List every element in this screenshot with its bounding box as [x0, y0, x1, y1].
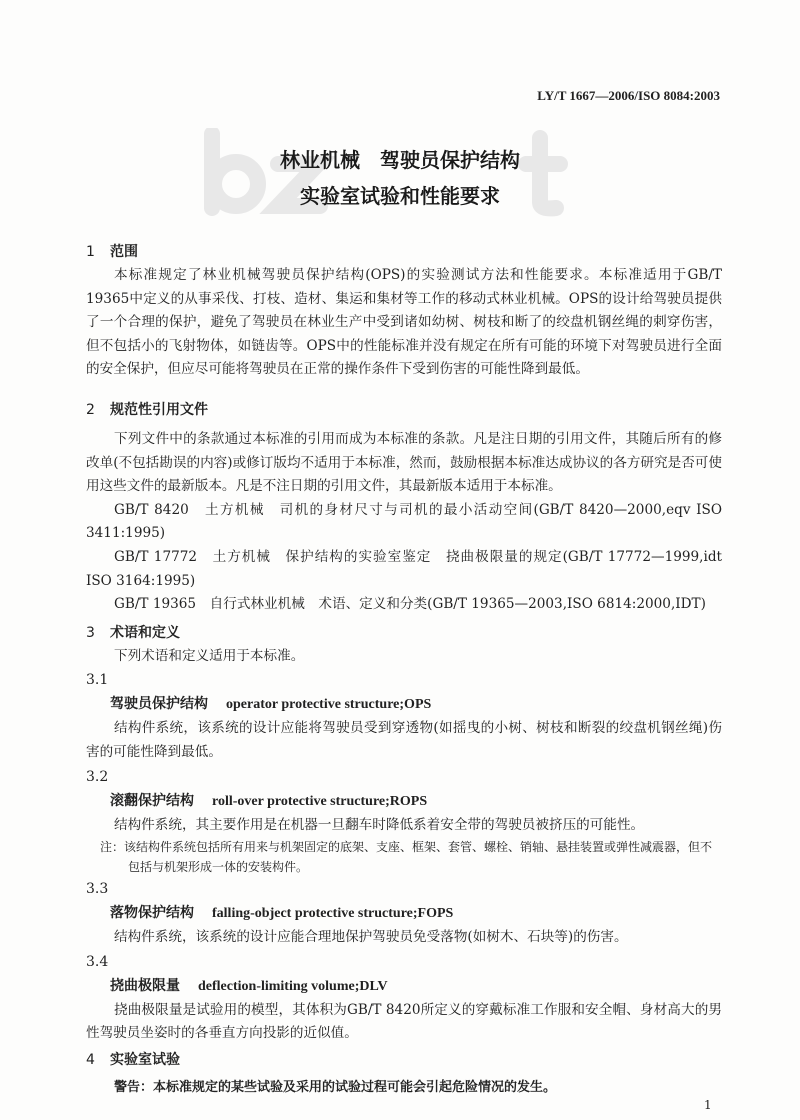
term-definition: 结构件系统，其主要作用是在机器一旦翻车时降低系着安全带的驾驶员被挤压的可能性。: [114, 816, 645, 833]
term-definition: 结构件系统，该系统的设计应能合理地保护驾驶员免受落物(如树木、石块等)的伤害。: [114, 929, 628, 946]
section-number: 3: [86, 624, 95, 641]
section-number: 4: [86, 1051, 95, 1068]
page-number: 1: [704, 1098, 712, 1112]
term-en: falling-object protective structure;FOPS: [212, 906, 454, 922]
term-note: 注：该结构件系统包括所有用来与机架固定的底架、支座、框架、套管、螺栓、销轴、悬挂装置或弹性减震器，但不包括与机架形成一体的安装构件。: [100, 840, 713, 875]
term-zh: 挠曲极限量: [110, 977, 180, 994]
term-number: 3.1: [86, 672, 109, 689]
term-definition: 挠曲极限量是试验用的模型，其体积为GB/T 8420所定义的穿戴标准工作服和安全帽、身材高大的男性驾驶员坐姿时的各垂直方向投影的近似值。: [86, 1001, 722, 1042]
term-heading: [86, 789, 722, 814]
section-3-intro: 下列术语和定义适用于本标准。: [114, 647, 305, 664]
term-en: operator protective structure;OPS: [226, 697, 432, 713]
section-title: 规范性引用文件: [110, 401, 208, 418]
term-definition: 结构件系统，该系统的设计应能将驾驶员受到穿透物(如摇曳的小树、树枝和断裂的绞盘机钢丝绳)伤害的可能性降到最低。: [86, 720, 722, 760]
term-en: roll-over protective structure;ROPS: [212, 793, 428, 809]
section-2-heading: [86, 398, 722, 422]
reference-item: GB/T 8420 土方机械 司机的身材尺寸与司机的最小活动空间(GB/T 8420—2000,eqv ISO 3411:1995): [86, 501, 722, 542]
term-zh: 落物保护结构: [110, 905, 194, 922]
section-number: 2: [86, 401, 95, 418]
term-zh: 滚翻保护结构: [110, 792, 194, 809]
warning-text: 警告：本标准规定的某些试验及采用的试验过程可能会引起危险情况的发生。: [114, 1079, 557, 1095]
section-3-heading: [86, 621, 722, 645]
section-number: 1: [86, 244, 95, 260]
term-heading: [86, 901, 722, 926]
section-4-heading: [86, 1048, 722, 1072]
title-line-2: 实验室试验和性能要求: [300, 184, 500, 208]
document-body: [86, 240, 722, 1099]
section-1-paragraph: 本标准规定了林业机械驾驶员保护结构(OPS)的实验测试方法和性能要求。本标准适用于GB/T 19365中定义的从事采伐、打枝、造材、集运和集材等工作的移动式林业机械。OPS的设计给驾驶员提供了一个合理的保护，避免了驾驶员在林业生产中受到诸如幼树、树枝和断了的绞盘机钢丝绳的刺穿伤害，但不包括小的飞射物体，如链齿等。OPS中的性能标准并没有规定在所有可能的环境下对驾驶员进行全面的安全保护，但应尽可能将驾驶员在正常的操作条件下受到伤害的可能性降到最低。: [86, 267, 722, 378]
reference-item: GB/T 19365 自行式林业机械 术语、定义和分类(GB/T 19365—2003,ISO 6814:2000,IDT): [114, 596, 706, 613]
term-heading: [86, 692, 722, 717]
section-title: 术语和定义: [110, 624, 180, 641]
section-2-paragraph: 下列文件中的条款通过本标准的引用而成为本标准的条款。凡是注日期的引用文件，其随后所有的修改单(不包括勘误的内容)或修订版均不适用于本标准，然而，鼓励根据本标准达成协议的各方研究是否可使用这些文件的最新版本。凡是不注日期的引用文件，其最新版本适用于本标准。: [86, 430, 722, 495]
reference-item: GB/T 17772 土方机械 保护结构的实验室鉴定 挠曲极限量的规定(GB/T 17772—1999,idt ISO 3164:1995): [86, 548, 722, 589]
title-line-1: 林业机械 驾驶员保护结构: [280, 148, 520, 172]
section-title: 范围: [110, 244, 138, 260]
term-en: deflection-limiting volume;DLV: [198, 978, 388, 994]
section-1-heading: [86, 240, 722, 264]
term-number: 3.2: [86, 768, 109, 785]
term-number: 3.3: [86, 881, 109, 898]
term-zh: 驾驶员保护结构: [110, 696, 208, 713]
term-heading: [86, 974, 722, 999]
standard-number: LY/T 1667—2006/ISO 8084:2003: [537, 88, 720, 103]
section-title: 实验室试验: [110, 1051, 180, 1068]
term-number: 3.4: [86, 953, 109, 970]
